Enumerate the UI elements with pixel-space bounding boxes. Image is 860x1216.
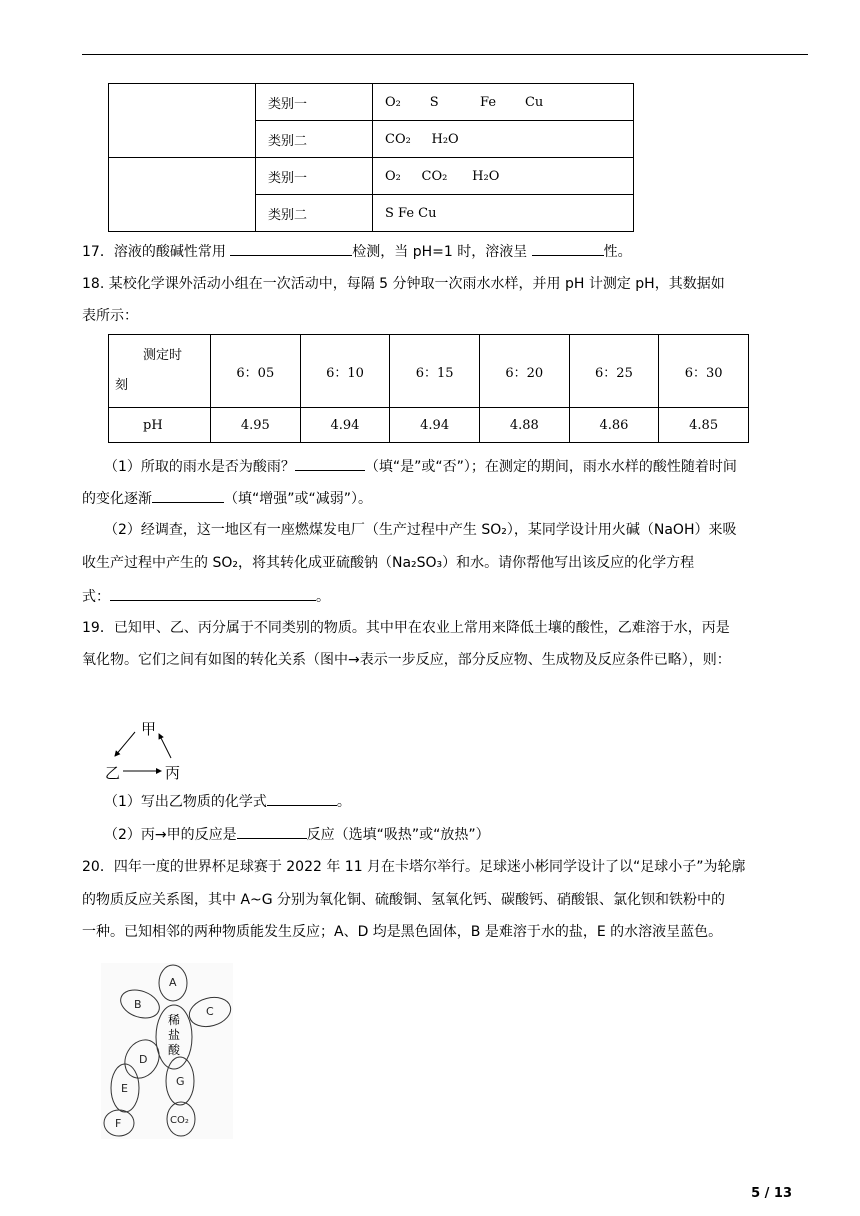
time-cell: 6：20 (479, 335, 569, 408)
q19-text: 。 (336, 794, 351, 810)
items-cell: CO₂ H₂O (373, 121, 634, 158)
q18-text: （填“是”或“否”）；在测定的期间，雨水水样的酸性随着时间 (364, 459, 737, 475)
q18-text: （1）所取的雨水是否为酸雨？ (104, 459, 295, 475)
classification-table (108, 83, 634, 232)
ph-table (108, 334, 749, 443)
football-kid-figure (101, 963, 233, 1139)
time-cell: 6：25 (569, 335, 659, 408)
ph-cell: 4.85 (659, 408, 749, 443)
q18-text: 的变化逐渐 (82, 491, 152, 507)
q18-part2-line1: （2）经调查，这一地区有一座燃煤发电厂（生产过程中产生 SO₂），某同学设计用火碱（NaOH）来吸 (104, 522, 737, 538)
q18-part1-cont (82, 487, 372, 509)
items-cell: S Fe Cu (373, 195, 634, 232)
ph-cell: 4.94 (300, 408, 390, 443)
conversion-diagram (105, 718, 205, 782)
header-text: 刻 (115, 378, 129, 393)
table-row (109, 335, 749, 408)
time-cell: 6：10 (300, 335, 390, 408)
q19-text: 反应（选填“吸热”或“放热”） (306, 827, 490, 843)
q17-text: 检测，当 pH=1 时，溶液呈 (352, 244, 532, 260)
time-cell: 6：05 (211, 335, 301, 408)
table-row (109, 408, 749, 443)
q17-text: 性。 (603, 244, 632, 260)
page-number: 5 / 13 (751, 1186, 792, 1201)
diagram-arrows (105, 718, 205, 782)
time-cell: 6：15 (390, 335, 480, 408)
answer-blank[interactable] (152, 487, 224, 503)
table-row (109, 158, 634, 195)
q18-line1: 18. 某校化学课外活动小组在一次活动中，每隔 5 分钟取一次雨水水样，并用 pH 计测定 pH，其数据如 (82, 276, 725, 292)
node-c: C (206, 1005, 214, 1018)
merged-cell (109, 158, 256, 232)
category-cell: 类别一 (256, 84, 373, 121)
q18-part2-line3 (82, 585, 330, 607)
node-jia: 甲 (141, 720, 157, 738)
time-header (109, 335, 211, 408)
answer-blank[interactable] (532, 240, 604, 256)
items-cell: O₂ S Fe Cu (373, 84, 634, 121)
table-row (109, 84, 634, 121)
answer-blank[interactable] (230, 240, 352, 256)
items-cell: O₂ CO₂ H₂O (373, 158, 634, 195)
ph-cell: 4.94 (390, 408, 480, 443)
node-yi: 乙 (105, 764, 121, 782)
q18-text: 。 (316, 589, 330, 605)
answer-blank[interactable] (237, 823, 307, 839)
answer-blank[interactable] (267, 790, 337, 806)
header-text: 测定时 (143, 348, 183, 363)
node-bing: 丙 (165, 764, 181, 782)
question-17 (82, 240, 632, 262)
q18-part1 (104, 455, 737, 477)
answer-blank[interactable] (110, 585, 316, 601)
q19-part1 (104, 790, 351, 812)
node-d: D (139, 1053, 148, 1066)
q19-line2: 氧化物。它们之间有如图的转化关系（图中→表示一步反应，部分反应物、生成物及反应条件已略），则： (82, 652, 731, 668)
q18-text: 式： (82, 589, 110, 605)
q18-text: （填“增强”或“减弱”）。 (224, 491, 373, 507)
q20-line3: 一种。已知相邻的两种物质能发生反应；A、D 均是黑色固体，B 是难溶于水的盐，E 的水溶液呈蓝色。 (82, 924, 723, 940)
q19-line1: 19．已知甲、乙、丙分属于不同类别的物质。其中甲在农业上常用来降低土壤的酸性，乙难溶于水，丙是 (82, 620, 730, 636)
ph-cell: 4.88 (479, 408, 569, 443)
node-a: A (169, 976, 177, 989)
q19-text: （2）丙→甲的反应是 (104, 827, 237, 843)
node-dilute-hcl: 稀盐酸 (167, 1013, 180, 1057)
q19-text: （1）写出乙物质的化学式 (104, 794, 267, 810)
q20-line2: 的物质反应关系图，其中 A~G 分别为氧化铜、硫酸铜、氢氧化钙、碳酸钙、硝酸银、氯化钡和铁粉中的 (82, 892, 726, 908)
node-b: B (134, 998, 142, 1011)
node-f: F (115, 1117, 122, 1130)
ph-cell: 4.86 (569, 408, 659, 443)
category-cell: 类别二 (256, 195, 373, 232)
node-g: G (176, 1075, 185, 1088)
ph-label: pH (109, 408, 211, 443)
q20-line1: 20．四年一度的世界杯足球赛于 2022 年 11 月在卡塔尔举行。足球迷小彬同学设计了以“足球小子”为轮廓 (82, 859, 746, 875)
header-rule (82, 54, 808, 55)
q18-part2-line2: 收生产过程中产生的 SO₂，将其转化成亚硫酸钠（Na₂SO₃）和水。请你帮他写出该反应的化学方程 (82, 555, 695, 571)
merged-cell (109, 84, 256, 158)
node-co2: CO₂ (170, 1115, 189, 1126)
node-e: E (121, 1082, 128, 1095)
ph-cell: 4.95 (211, 408, 301, 443)
q17-text: 17．溶液的酸碱性常用 (82, 244, 231, 260)
category-cell: 类别二 (256, 121, 373, 158)
time-cell: 6：30 (659, 335, 749, 408)
answer-blank[interactable] (295, 455, 365, 471)
q18-line2: 表所示： (82, 308, 138, 324)
category-cell: 类别一 (256, 158, 373, 195)
q19-part2 (104, 823, 490, 845)
